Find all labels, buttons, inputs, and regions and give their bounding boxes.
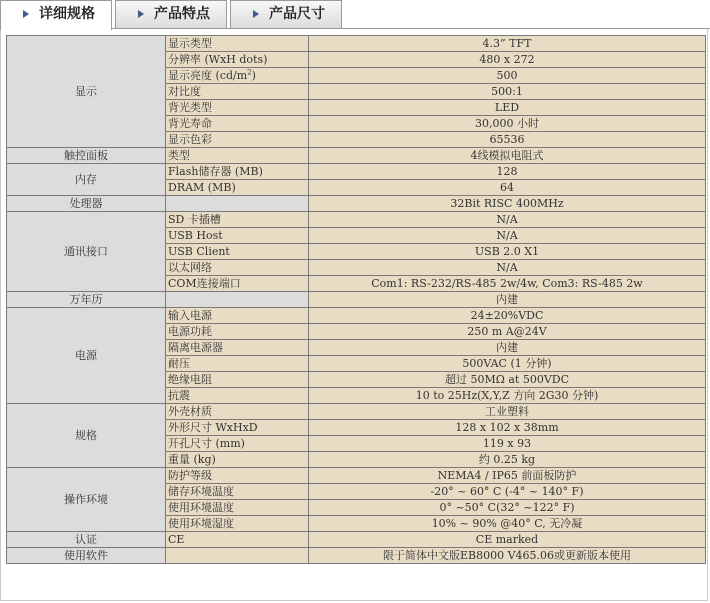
spec-name: SD 卡插槽 [166,212,309,228]
spec-table [6,35,706,564]
spec-value: 0° ~50° C(32° ~122° F) [309,500,706,516]
category-cell: 操作环境 [7,468,166,532]
table-row [7,36,706,52]
spec-value: 119 x 93 [309,436,706,452]
spec-name: 使用环境温度 [166,500,309,516]
spec-value: N/A [309,228,706,244]
spec-name [166,292,309,308]
spec-name: USB Host [166,228,309,244]
table-row [7,148,706,164]
spec-name: 输入电源 [166,308,309,324]
spec-name [166,68,309,84]
arrow-right-icon [138,10,144,18]
spec-value: LED [309,100,706,116]
spec-value: 10% ~ 90% @40° C, 无冷凝 [309,516,706,532]
spec-name: CE [166,532,309,548]
spec-name: 隔离电源器 [166,340,309,356]
spec-name: COM连接端口 [166,276,309,292]
spec-value: -20° ~ 60° C (-4° ~ 140° F) [309,484,706,500]
spec-value: 工业塑料 [309,404,706,420]
spec-value: 65536 [309,132,706,148]
category-cell: 电源 [7,308,166,404]
spec-value: 32Bit RISC 400MHz [309,196,706,212]
category-cell: 万年历 [7,292,166,308]
spec-value: USB 2.0 X1 [309,244,706,260]
spec-value: 500:1 [309,84,706,100]
table-row [7,548,706,564]
table-row [7,404,706,420]
tab-label: 产品尺寸 [269,6,325,22]
spec-value: 4.3” TFT [309,36,706,52]
tab-product-features[interactable] [115,0,227,28]
table-row [7,164,706,180]
tab-product-dimensions[interactable] [230,0,342,28]
spec-name: 分辨率 (WxH dots) [166,52,309,68]
spec-name: 开孔尺寸 (mm) [166,436,309,452]
spec-value: 30,000 小时 [309,116,706,132]
table-row [7,196,706,212]
spec-value: 128 [309,164,706,180]
spec-value: N/A [309,212,706,228]
tab-label: 详细规格 [39,6,95,22]
spec-name: 使用环境湿度 [166,516,309,532]
category-cell: 显示 [7,36,166,148]
category-cell: 通讯接口 [7,212,166,292]
spec-value: 500VAC (1 分钟) [309,356,706,372]
spec-value: 128 x 102 x 38mm [309,420,706,436]
spec-name: USB Client [166,244,309,260]
spec-name: DRAM (MB) [166,180,309,196]
table-row [7,292,706,308]
spec-name: 电源功耗 [166,324,309,340]
spec-name: 重量 (kg) [166,452,309,468]
spec-name: 抗震 [166,388,309,404]
arrow-right-icon [253,10,259,18]
category-cell: 使用软件 [7,548,166,564]
spec-value: 64 [309,180,706,196]
superscript: 2 [247,67,252,76]
spec-value: 内建 [309,292,706,308]
category-cell: 认证 [7,532,166,548]
spec-name: 防护等级 [166,468,309,484]
table-row [7,308,706,324]
spec-name: 显示色彩 [166,132,309,148]
table-row [7,212,706,228]
spec-value: 250 m A@24V [309,324,706,340]
spec-value: 限于简体中文版EB8000 V465.06或更新版本使用 [309,548,706,564]
spec-value: 24±20%VDC [309,308,706,324]
category-cell: 内存 [7,164,166,196]
spec-value: 内建 [309,340,706,356]
table-row [7,532,706,548]
tab-detailed-specs[interactable] [0,0,112,30]
spec-name: 耐压 [166,356,309,372]
spec-name [166,548,309,564]
spec-name: Flash储存器 (MB) [166,164,309,180]
tab-bar [0,0,710,30]
spec-value: Com1: RS-232/RS-485 2w/4w, Com3: RS-485 2w [309,276,706,292]
tab-panel [0,28,708,601]
category-cell: 处理器 [7,196,166,212]
category-cell: 规格 [7,404,166,468]
spec-name: 绝缘电阻 [166,372,309,388]
spec-name: 储存环境温度 [166,484,309,500]
spec-name: 类型 [166,148,309,164]
spec-name: 以太网络 [166,260,309,276]
table-row [7,468,706,484]
spec-name: 外形尺寸 WxHxD [166,420,309,436]
spec-name: 背光类型 [166,100,309,116]
spec-name: 显示类型 [166,36,309,52]
spec-value: 约 0.25 kg [309,452,706,468]
spec-value: 500 [309,68,706,84]
spec-value: NEMA4 / IP65 前面板防护 [309,468,706,484]
tab-label: 产品特点 [154,6,210,22]
spec-value: CE marked [309,532,706,548]
spec-name-text: 显示亮度 (cd/m [168,68,248,82]
arrow-right-icon [23,10,29,18]
spec-name-suffix: ) [251,68,256,82]
spec-value: 10 to 25Hz(X,Y,Z 方向 2G30 分钟) [309,388,706,404]
spec-name: 背光寿命 [166,116,309,132]
spec-name: 对比度 [166,84,309,100]
spec-name [166,196,309,212]
spec-name: 外壳材质 [166,404,309,420]
spec-value: 4线模拟电阻式 [309,148,706,164]
category-cell: 触控面板 [7,148,166,164]
spec-value: 480 x 272 [309,52,706,68]
spec-value: 超过 50MΩ at 500VDC [309,372,706,388]
spec-value: N/A [309,260,706,276]
